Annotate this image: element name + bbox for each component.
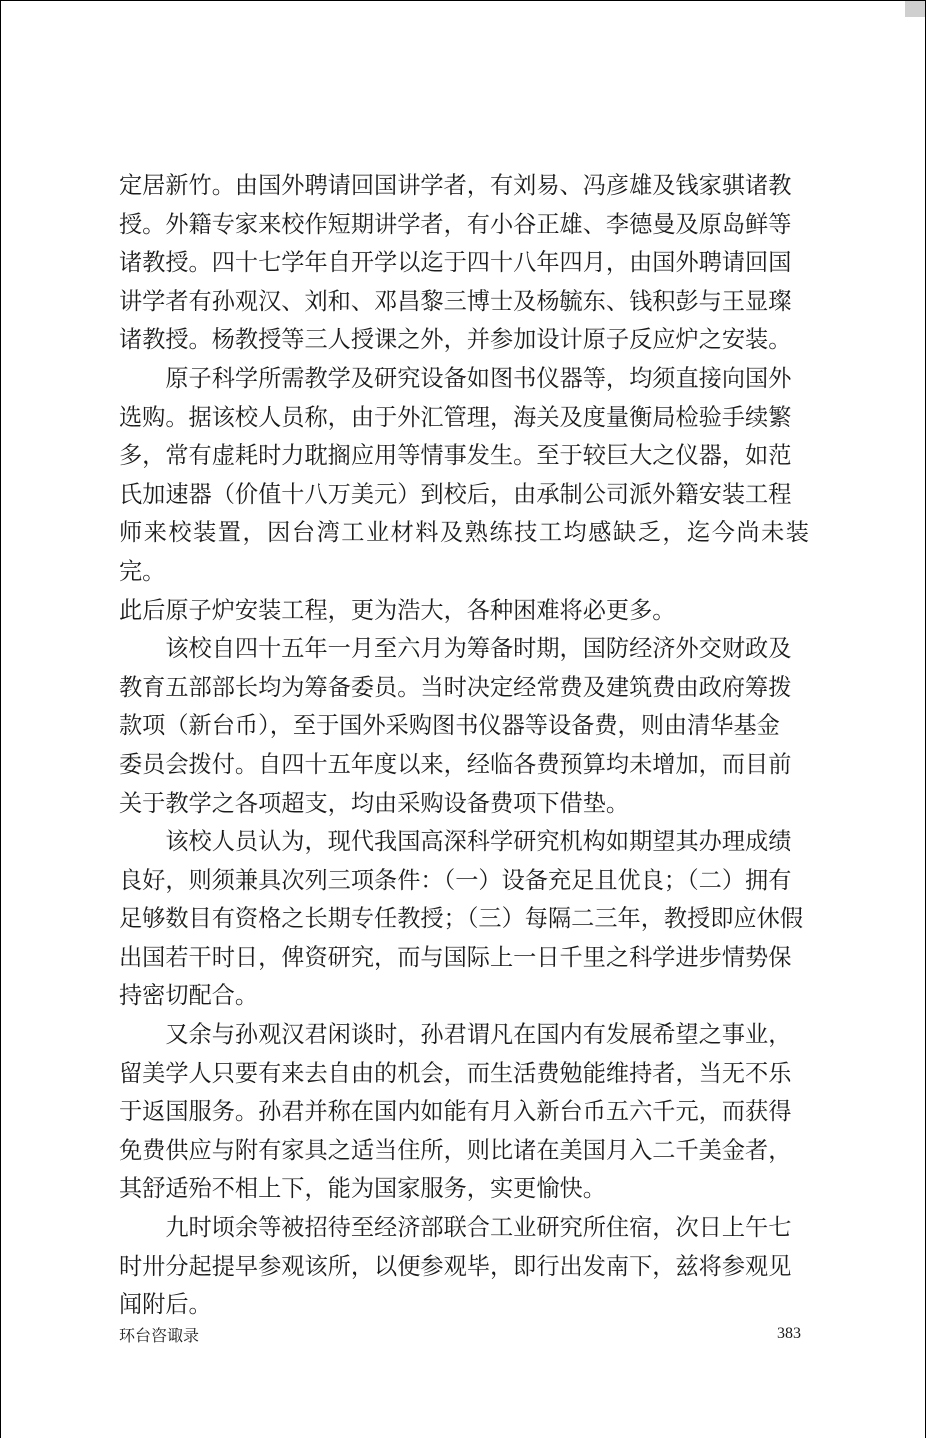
- page-number: 383: [777, 1325, 801, 1342]
- paragraph-1: 定居新竹。由国外聘请回国讲学者，有刘易、冯彦雄及钱家骐诸教 授。外籍专家来校作短期讲学者，有小谷正雄、李德曼及原岛鲜等 诸教授。四十七学年自开学以迄于四十八年四月，由国外聘请回国 讲学者有孙观汉、刘和、邓昌黎三博士及杨毓东、钱积彭与王显璨 诸教授。杨教授等三人授课之外，并参加设计原子反应炉之安装。: [119, 172, 792, 354]
- paragraph-2: 原子科学所需教学及研究设备如图书仪器等，均须直接向国外 选购。据该校人员称，由于外汇管理，海关及度量衡局检验手续繁 多，常有虚耗时力耽搁应用等情事发生。至于较巨大之仪器，如范 氏加速器（价值十八万美元）到校后，由承制公司派外籍安装工程 师来校装置，因台湾工业材料及熟练技工均感缺乏，迄今尚未装完。 此后原子炉安装工程，更为浩大，各种困难将必更多。: [119, 364, 809, 624]
- paragraph-5: 又余与孙观汉君闲谈时，孙君谓凡在国内有发展希望之事业， 留美学人只要有来去自由的机会，而生活费勉能维持者，当无不乐 于返国服务。孙君并称在国内如能有月入新台币五六千元，而获得 免费供应与附有家具之适当住所，则比诸在美国月入二千美金者， 其舒适殆不相上下，能为国家服务，实更愉快。: [119, 1021, 792, 1203]
- scan-corner-mark: [905, 1, 925, 17]
- body-text: [119, 167, 809, 1325]
- paragraph-4: 该校人员认为，现代我国高深科学研究机构如期望其办理成绩 良好，则须兼具次列三项条件：（一）设备充足且优良；（二）拥有 足够数目有资格之长期专任教授；（三）每隔二三年，教授即应休假 出国若干时日，俾资研究，而与国际上一日千里之科学进步情势保 持密切配合。: [119, 828, 804, 1010]
- paragraph-6: 九时顷余等被招待至经济部联合工业研究所住宿，次日上午七 时卅分起提早参观该所，以便参观毕，即行出发南下，兹将参观见 闻附后。: [119, 1214, 792, 1319]
- paragraph-3: 该校自四十五年一月至六月为筹备时期，国防经济外交财政及 教育五部部长均为筹备委员。当时决定经常费及建筑费由政府筹拨 款项（新台币），至于国外采购图书仪器等设备费，则由清华基金 委员会拨付。自四十五年度以来，经临各费预算均未增加，而目前 关于教学之各项超支，均由采购设备费项下借垫。: [119, 635, 792, 817]
- running-footer-title: 环台咨诹录: [119, 1326, 200, 1345]
